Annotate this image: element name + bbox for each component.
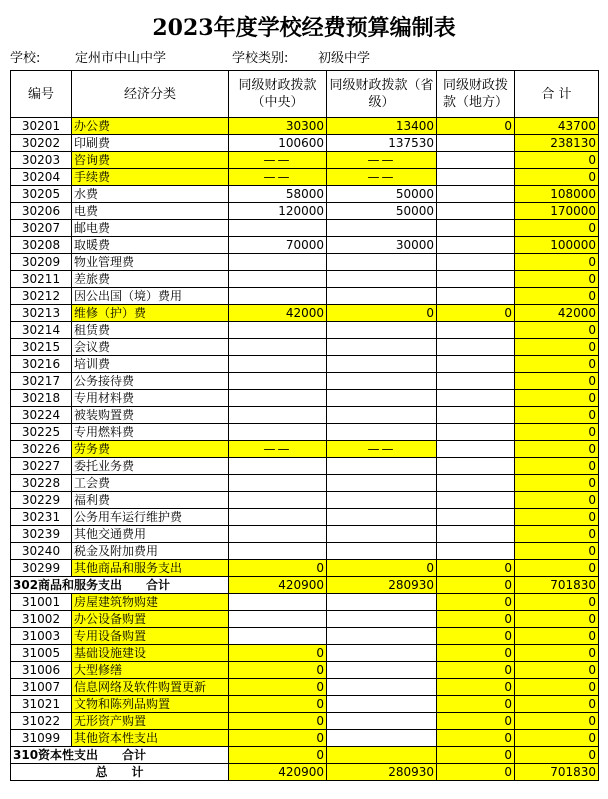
row-total: 0 bbox=[515, 475, 599, 492]
row-local bbox=[437, 186, 515, 203]
row-total: 42000 bbox=[515, 305, 599, 322]
row-local: 0 bbox=[437, 730, 515, 747]
table-row bbox=[11, 271, 599, 288]
row-province bbox=[327, 475, 437, 492]
row-central: 100600 bbox=[229, 135, 327, 152]
table-row bbox=[11, 152, 599, 169]
row-category: 其他交通费用 bbox=[72, 526, 229, 543]
row-total: 0 bbox=[515, 339, 599, 356]
row-category: 被装购置费 bbox=[72, 407, 229, 424]
row-category: 文物和陈列品购置 bbox=[72, 696, 229, 713]
table-row bbox=[11, 543, 599, 560]
row-category: 信息网络及软件购置更新 bbox=[72, 679, 229, 696]
row-province bbox=[327, 526, 437, 543]
row-code: 30206 bbox=[11, 203, 72, 220]
row-province bbox=[327, 424, 437, 441]
row-code: 30205 bbox=[11, 186, 72, 203]
row-central bbox=[229, 356, 327, 373]
row-total: 0 bbox=[515, 696, 599, 713]
table-row bbox=[11, 662, 599, 679]
row-code: 31022 bbox=[11, 713, 72, 730]
budget-table bbox=[10, 70, 599, 781]
row-category: 专用燃料费 bbox=[72, 424, 229, 441]
table-row bbox=[11, 390, 599, 407]
row-central: 42000 bbox=[229, 305, 327, 322]
row-province bbox=[327, 730, 437, 747]
row-province bbox=[327, 271, 437, 288]
row-province bbox=[327, 628, 437, 645]
row-central: 30300 bbox=[229, 118, 327, 135]
row-province: —— bbox=[327, 441, 437, 458]
row-province: 0 bbox=[327, 305, 437, 322]
grand-total-row-c2: 280930 bbox=[327, 764, 437, 781]
row-local bbox=[437, 339, 515, 356]
row-category: 办公设备购置 bbox=[72, 611, 229, 628]
row-category: 其他资本性支出 bbox=[72, 730, 229, 747]
subtotal-310-row-label: 310资本性支出 合计 bbox=[11, 747, 229, 764]
row-central: 120000 bbox=[229, 203, 327, 220]
row-province bbox=[327, 492, 437, 509]
table-row bbox=[11, 254, 599, 271]
subtotal-310-row-c3: 0 bbox=[437, 747, 515, 764]
row-total: 0 bbox=[515, 271, 599, 288]
row-local bbox=[437, 220, 515, 237]
row-local: 0 bbox=[437, 662, 515, 679]
row-total: 0 bbox=[515, 407, 599, 424]
row-central bbox=[229, 458, 327, 475]
row-total: 0 bbox=[515, 645, 599, 662]
row-central bbox=[229, 339, 327, 356]
row-province bbox=[327, 696, 437, 713]
table-row bbox=[11, 220, 599, 237]
school-type-value: 初级中学 bbox=[318, 51, 371, 66]
row-category: 水费 bbox=[72, 186, 229, 203]
row-code: 30240 bbox=[11, 543, 72, 560]
row-category: 会议费 bbox=[72, 339, 229, 356]
grand-total-row-c3: 0 bbox=[437, 764, 515, 781]
row-local bbox=[437, 526, 515, 543]
row-central bbox=[229, 492, 327, 509]
row-category: 其他商品和服务支出 bbox=[72, 560, 229, 577]
row-central: —— bbox=[229, 441, 327, 458]
row-code: 31001 bbox=[11, 594, 72, 611]
row-total: 0 bbox=[515, 458, 599, 475]
row-category: 租赁费 bbox=[72, 322, 229, 339]
row-central: 0 bbox=[229, 679, 327, 696]
row-local bbox=[437, 169, 515, 186]
table-row bbox=[11, 407, 599, 424]
row-category: 维修（护）费 bbox=[72, 305, 229, 322]
row-local: 0 bbox=[437, 696, 515, 713]
row-category: 电费 bbox=[72, 203, 229, 220]
row-local bbox=[437, 322, 515, 339]
grand-total-row bbox=[11, 764, 599, 781]
row-category: 取暖费 bbox=[72, 237, 229, 254]
table-row bbox=[11, 305, 599, 322]
table-row bbox=[11, 288, 599, 305]
row-total: 0 bbox=[515, 713, 599, 730]
subtotal-302-row bbox=[11, 577, 599, 594]
row-province: 50000 bbox=[327, 186, 437, 203]
row-category: 办公费 bbox=[72, 118, 229, 135]
row-code: 30215 bbox=[11, 339, 72, 356]
row-category: 大型修缮 bbox=[72, 662, 229, 679]
subtotal-302-row-c3: 0 bbox=[437, 577, 515, 594]
row-total: 0 bbox=[515, 254, 599, 271]
row-total: 238130 bbox=[515, 135, 599, 152]
table-row bbox=[11, 645, 599, 662]
table-header-row bbox=[11, 71, 599, 118]
row-local: 0 bbox=[437, 645, 515, 662]
table-row bbox=[11, 186, 599, 203]
row-code: 30225 bbox=[11, 424, 72, 441]
row-category: 劳务费 bbox=[72, 441, 229, 458]
row-province: —— bbox=[327, 152, 437, 169]
row-central bbox=[229, 390, 327, 407]
row-category: 工会费 bbox=[72, 475, 229, 492]
row-local bbox=[437, 135, 515, 152]
row-category: 邮电费 bbox=[72, 220, 229, 237]
table-row bbox=[11, 339, 599, 356]
table-row bbox=[11, 696, 599, 713]
row-local bbox=[437, 152, 515, 169]
row-province bbox=[327, 662, 437, 679]
table-row bbox=[11, 628, 599, 645]
row-central: 0 bbox=[229, 560, 327, 577]
table-row bbox=[11, 509, 599, 526]
row-local: 0 bbox=[437, 594, 515, 611]
row-total: 170000 bbox=[515, 203, 599, 220]
row-local: 0 bbox=[437, 611, 515, 628]
row-central bbox=[229, 509, 327, 526]
row-code: 31006 bbox=[11, 662, 72, 679]
row-central bbox=[229, 254, 327, 271]
row-total: 0 bbox=[515, 730, 599, 747]
row-central bbox=[229, 271, 327, 288]
row-code: 30207 bbox=[11, 220, 72, 237]
row-code: 30203 bbox=[11, 152, 72, 169]
row-code: 30208 bbox=[11, 237, 72, 254]
table-row bbox=[11, 424, 599, 441]
row-code: 30216 bbox=[11, 356, 72, 373]
row-category: 专用设备购置 bbox=[72, 628, 229, 645]
row-category: 咨询费 bbox=[72, 152, 229, 169]
row-code: 30228 bbox=[11, 475, 72, 492]
row-local bbox=[437, 407, 515, 424]
row-local bbox=[437, 475, 515, 492]
row-province: 137530 bbox=[327, 135, 437, 152]
row-province bbox=[327, 407, 437, 424]
grand-total-row-total: 701830 bbox=[515, 764, 599, 781]
row-total: 0 bbox=[515, 220, 599, 237]
subtotal-302-row-total: 701830 bbox=[515, 577, 599, 594]
row-code: 30217 bbox=[11, 373, 72, 390]
row-code: 30229 bbox=[11, 492, 72, 509]
row-category: 房屋建筑物购建 bbox=[72, 594, 229, 611]
subtotal-310-row-c1: 0 bbox=[229, 747, 327, 764]
row-code: 30202 bbox=[11, 135, 72, 152]
row-total: 0 bbox=[515, 441, 599, 458]
subtotal-310-row-total: 0 bbox=[515, 747, 599, 764]
row-code: 31007 bbox=[11, 679, 72, 696]
row-code: 31021 bbox=[11, 696, 72, 713]
row-local bbox=[437, 254, 515, 271]
row-code: 30299 bbox=[11, 560, 72, 577]
row-category: 税金及附加费用 bbox=[72, 543, 229, 560]
row-total: 108000 bbox=[515, 186, 599, 203]
row-code: 30201 bbox=[11, 118, 72, 135]
row-province: 0 bbox=[327, 560, 437, 577]
row-local bbox=[437, 271, 515, 288]
row-local bbox=[437, 373, 515, 390]
row-central bbox=[229, 594, 327, 611]
header-category: 经济分类 bbox=[72, 71, 229, 118]
row-code: 30213 bbox=[11, 305, 72, 322]
row-category: 福利费 bbox=[72, 492, 229, 509]
row-total: 0 bbox=[515, 662, 599, 679]
row-code: 31099 bbox=[11, 730, 72, 747]
table-row bbox=[11, 611, 599, 628]
row-province bbox=[327, 356, 437, 373]
row-local bbox=[437, 492, 515, 509]
subtotal-302-row-c2: 280930 bbox=[327, 577, 437, 594]
row-central: —— bbox=[229, 152, 327, 169]
school-label: 学校: bbox=[10, 51, 41, 66]
row-province bbox=[327, 458, 437, 475]
table-row bbox=[11, 373, 599, 390]
table-row bbox=[11, 322, 599, 339]
row-code: 30209 bbox=[11, 254, 72, 271]
row-code: 30214 bbox=[11, 322, 72, 339]
table-row bbox=[11, 169, 599, 186]
school-type-label: 学校类别: bbox=[232, 51, 289, 66]
row-central bbox=[229, 407, 327, 424]
row-local bbox=[437, 203, 515, 220]
row-province bbox=[327, 594, 437, 611]
subtotal-302-row-label: 302商品和服务支出 合计 bbox=[11, 577, 229, 594]
row-province bbox=[327, 679, 437, 696]
row-local bbox=[437, 356, 515, 373]
row-local bbox=[437, 543, 515, 560]
row-province bbox=[327, 509, 437, 526]
row-local: 0 bbox=[437, 560, 515, 577]
row-central bbox=[229, 322, 327, 339]
row-total: 0 bbox=[515, 492, 599, 509]
row-province bbox=[327, 713, 437, 730]
table-row bbox=[11, 594, 599, 611]
row-province bbox=[327, 322, 437, 339]
row-local bbox=[437, 390, 515, 407]
row-total: 0 bbox=[515, 543, 599, 560]
row-central bbox=[229, 611, 327, 628]
header-central: 同级财政拨款（中央） bbox=[229, 71, 327, 118]
row-province: 13400 bbox=[327, 118, 437, 135]
row-code: 31002 bbox=[11, 611, 72, 628]
table-row bbox=[11, 458, 599, 475]
header-province: 同级财政拨款（省级） bbox=[327, 71, 437, 118]
row-category: 物业管理费 bbox=[72, 254, 229, 271]
row-total: 0 bbox=[515, 509, 599, 526]
table-row bbox=[11, 560, 599, 577]
row-central: 0 bbox=[229, 696, 327, 713]
grand-total-row-label: 总 计 bbox=[11, 764, 229, 781]
row-total: 0 bbox=[515, 152, 599, 169]
row-code: 30212 bbox=[11, 288, 72, 305]
row-category: 手续费 bbox=[72, 169, 229, 186]
subtotal-310-row-c2 bbox=[327, 747, 437, 764]
row-code: 30231 bbox=[11, 509, 72, 526]
row-category: 委托业务费 bbox=[72, 458, 229, 475]
table-row bbox=[11, 713, 599, 730]
row-local bbox=[437, 288, 515, 305]
row-code: 30218 bbox=[11, 390, 72, 407]
row-central bbox=[229, 475, 327, 492]
row-central: 58000 bbox=[229, 186, 327, 203]
row-category: 基础设施建设 bbox=[72, 645, 229, 662]
row-local bbox=[437, 441, 515, 458]
table-row bbox=[11, 356, 599, 373]
table-row bbox=[11, 730, 599, 747]
header-code: 编号 bbox=[11, 71, 72, 118]
row-central: 0 bbox=[229, 662, 327, 679]
row-central bbox=[229, 526, 327, 543]
row-province bbox=[327, 220, 437, 237]
row-total: 0 bbox=[515, 373, 599, 390]
row-local bbox=[437, 424, 515, 441]
header-total: 合 计 bbox=[515, 71, 599, 118]
row-total: 0 bbox=[515, 390, 599, 407]
row-province: 50000 bbox=[327, 203, 437, 220]
row-central bbox=[229, 373, 327, 390]
row-category: 培训费 bbox=[72, 356, 229, 373]
row-category: 印刷费 bbox=[72, 135, 229, 152]
row-province: —— bbox=[327, 169, 437, 186]
row-local: 0 bbox=[437, 628, 515, 645]
row-total: 43700 bbox=[515, 118, 599, 135]
row-total: 100000 bbox=[515, 237, 599, 254]
row-province bbox=[327, 390, 437, 407]
row-province bbox=[327, 254, 437, 271]
row-total: 0 bbox=[515, 611, 599, 628]
row-code: 30239 bbox=[11, 526, 72, 543]
row-category: 专用材料费 bbox=[72, 390, 229, 407]
grand-total-row-c1: 420900 bbox=[229, 764, 327, 781]
header-local: 同级财政拨款（地方） bbox=[437, 71, 515, 118]
row-total: 0 bbox=[515, 288, 599, 305]
row-total: 0 bbox=[515, 424, 599, 441]
row-central: 0 bbox=[229, 645, 327, 662]
table-row bbox=[11, 475, 599, 492]
row-total: 0 bbox=[515, 594, 599, 611]
row-local: 0 bbox=[437, 679, 515, 696]
row-province bbox=[327, 645, 437, 662]
table-row bbox=[11, 118, 599, 135]
row-province bbox=[327, 543, 437, 560]
row-central bbox=[229, 288, 327, 305]
row-code: 30211 bbox=[11, 271, 72, 288]
row-category: 差旅费 bbox=[72, 271, 229, 288]
row-total: 0 bbox=[515, 526, 599, 543]
row-province bbox=[327, 339, 437, 356]
table-row bbox=[11, 135, 599, 152]
table-row bbox=[11, 441, 599, 458]
row-total: 0 bbox=[515, 679, 599, 696]
row-local: 0 bbox=[437, 305, 515, 322]
row-local bbox=[437, 458, 515, 475]
row-category: 公务接待费 bbox=[72, 373, 229, 390]
row-central bbox=[229, 543, 327, 560]
row-total: 0 bbox=[515, 560, 599, 577]
row-local bbox=[437, 509, 515, 526]
subtotal-310-row bbox=[11, 747, 599, 764]
table-row bbox=[11, 526, 599, 543]
row-central bbox=[229, 424, 327, 441]
row-code: 30204 bbox=[11, 169, 72, 186]
row-category: 公务用车运行维护费 bbox=[72, 509, 229, 526]
table-row bbox=[11, 492, 599, 509]
table-row bbox=[11, 679, 599, 696]
row-total: 0 bbox=[515, 628, 599, 645]
row-total: 0 bbox=[515, 322, 599, 339]
subtotal-302-row-c1: 420900 bbox=[229, 577, 327, 594]
table-row bbox=[11, 203, 599, 220]
row-total: 0 bbox=[515, 356, 599, 373]
row-central bbox=[229, 628, 327, 645]
row-local: 0 bbox=[437, 118, 515, 135]
row-central: 70000 bbox=[229, 237, 327, 254]
row-province: 30000 bbox=[327, 237, 437, 254]
school-name: 定州市中山中学 bbox=[75, 51, 167, 66]
row-total: 0 bbox=[515, 169, 599, 186]
row-province bbox=[327, 373, 437, 390]
table-row bbox=[11, 237, 599, 254]
row-code: 30224 bbox=[11, 407, 72, 424]
row-central: 0 bbox=[229, 730, 327, 747]
row-code: 30226 bbox=[11, 441, 72, 458]
row-province bbox=[327, 611, 437, 628]
row-category: 因公出国（境）费用 bbox=[72, 288, 229, 305]
row-central: —— bbox=[229, 169, 327, 186]
row-province bbox=[327, 288, 437, 305]
row-code: 31003 bbox=[11, 628, 72, 645]
row-code: 31005 bbox=[11, 645, 72, 662]
row-category: 无形资产购置 bbox=[72, 713, 229, 730]
row-code: 30227 bbox=[11, 458, 72, 475]
page-title: 2023年度学校经费预算编制表 bbox=[152, 15, 456, 41]
row-central: 0 bbox=[229, 713, 327, 730]
row-central bbox=[229, 220, 327, 237]
row-local bbox=[437, 237, 515, 254]
row-local: 0 bbox=[437, 713, 515, 730]
